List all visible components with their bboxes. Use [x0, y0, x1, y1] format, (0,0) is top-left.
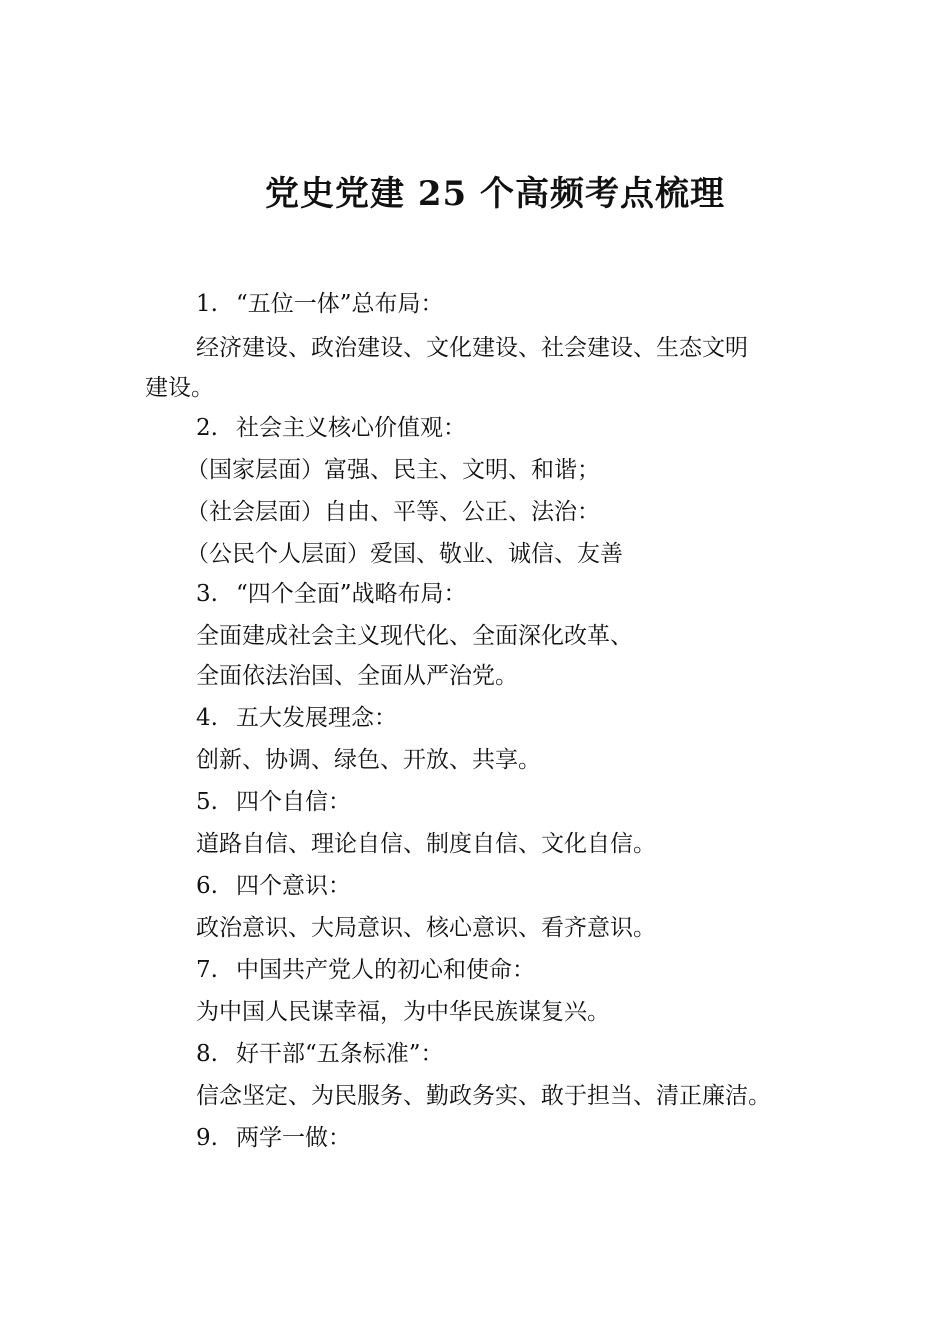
item-number: 4. [196, 705, 218, 731]
item-heading [196, 288, 444, 320]
item-number: 9. [196, 1125, 218, 1151]
item-heading [196, 1038, 444, 1070]
item-heading [196, 786, 351, 818]
item-heading-text: 中国共产党人的初心和使命： [236, 957, 535, 983]
item-number: 8. [196, 1041, 218, 1067]
item-line: 政治意识、大局意识、核心意识、看齐意识。 [196, 915, 656, 941]
item-number: 3. [196, 581, 218, 607]
item-heading-text: 四个自信： [236, 789, 351, 815]
item-line: 经济建设、政治建设、文化建设、社会建设、生态文明 [196, 335, 748, 361]
item-line: （公民个人层面）爱国、敬业、诚信、友善 [186, 541, 623, 567]
item-line: 全面依法治国、全面从严治党。 [196, 663, 518, 689]
item-heading-text: “五位一体”总布局： [236, 291, 444, 317]
item-number: 2. [196, 415, 218, 441]
item-line: （社会层面）自由、平等、公正、法治： [186, 499, 600, 525]
item-number: 1. [196, 291, 218, 317]
item-line: 为中国人民谋幸福，为中华民族谋复兴。 [196, 999, 610, 1025]
item-heading [196, 1122, 351, 1154]
document-title: 党史党建 25 个高频考点梳理 [265, 174, 725, 214]
item-heading [196, 870, 351, 902]
item-heading-text: 两学一做： [236, 1125, 351, 1151]
item-line: 道路自信、理论自信、制度自信、文化自信。 [196, 831, 656, 857]
item-number: 7. [196, 957, 218, 983]
item-line: 建设。 [145, 375, 214, 401]
item-heading [196, 578, 467, 610]
item-heading [196, 412, 466, 444]
item-line: （国家层面）富强、民主、文明、和谐； [186, 457, 600, 483]
item-heading-text: “四个全面”战略布局： [236, 581, 467, 607]
item-heading [196, 702, 397, 734]
item-heading-text: 好干部“五条标准”： [236, 1041, 444, 1067]
item-line: 创新、协调、绿色、开放、共享。 [196, 747, 541, 773]
item-line: 信念坚定、为民服务、勤政务实、敢于担当、清正廉洁。 [196, 1083, 771, 1109]
item-heading-text: 五大发展理念： [236, 705, 397, 731]
item-line: 全面建成社会主义现代化、全面深化改革、 [196, 623, 633, 649]
item-heading [196, 954, 535, 986]
item-number: 6. [196, 873, 218, 899]
item-number: 5. [196, 789, 218, 815]
item-heading-text: 四个意识： [236, 873, 351, 899]
item-heading-text: 社会主义核心价值观： [236, 415, 466, 441]
